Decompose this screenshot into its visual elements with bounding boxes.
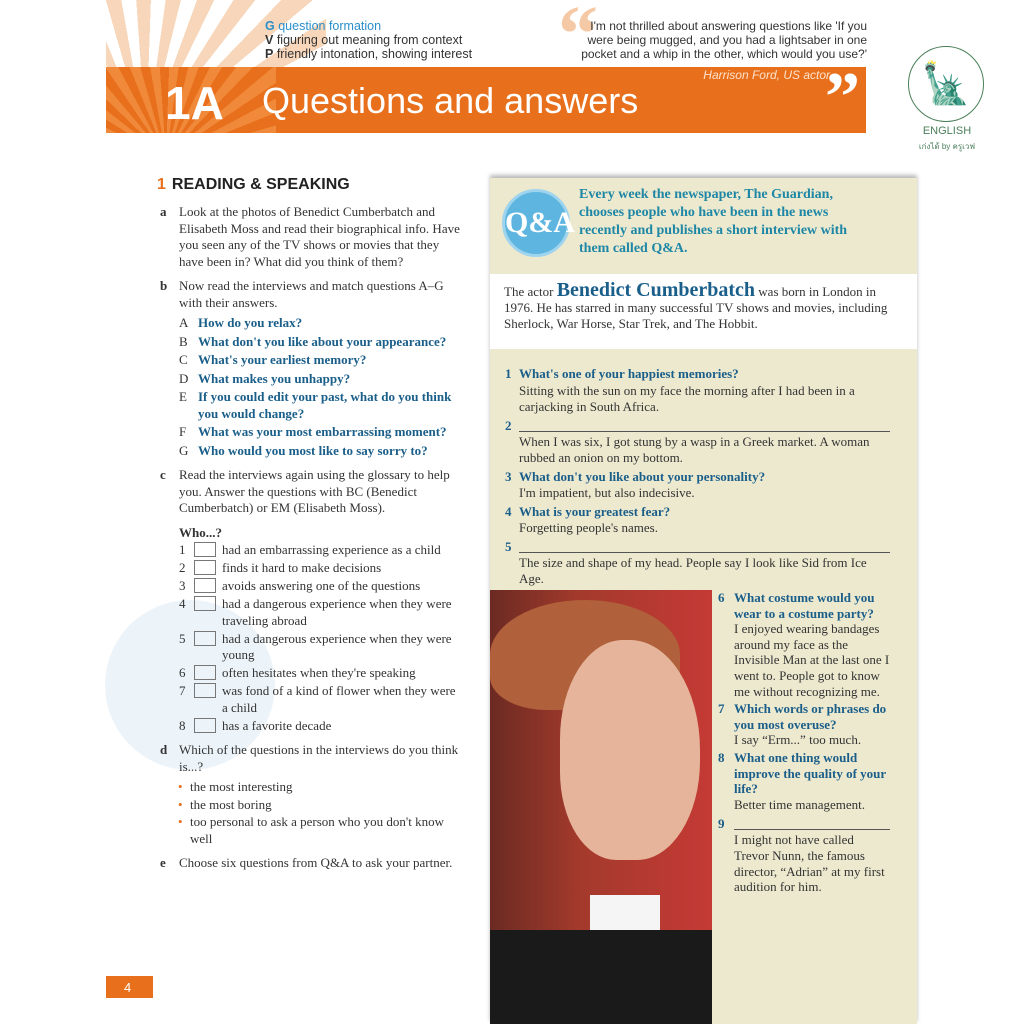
page-number: 4 xyxy=(106,976,153,998)
who-item xyxy=(160,665,460,682)
question-number: 2 xyxy=(505,417,512,433)
qa-intro: Every week the newspaper, The Guardian, chooses people who have been in the news recently and publishes a short interview with them called Q&A. xyxy=(579,187,848,256)
question-option xyxy=(179,352,460,369)
section-heading: 1 READING & SPEAKING xyxy=(157,176,350,193)
logo-subtitle: เก่งได้ by ครูเวฟ xyxy=(918,142,976,151)
item-number: 2 xyxy=(179,560,186,575)
exercise-b: b Now read the interviews and match questions A–G with their answers. A How do you relax? B What don't you like about your appearance? C What's your earliest memory? D What makes you unhappy? E If you could edit your past, what do you think you would change? F What was your most embarrassing moment? G Who would you most like to say sorry to? xyxy=(160,278,460,459)
question-text: What one thing would improve the quality of your life? xyxy=(734,749,886,797)
answer-text: When I was six, I got stung by a wasp in a Greek market. A woman rubbed an onion on my bottom. xyxy=(519,433,870,465)
actor-photo xyxy=(490,590,712,1024)
answer-box[interactable] xyxy=(194,596,216,611)
blank-question-line[interactable] xyxy=(519,418,890,432)
item-text: had a dangerous experience when they were traveling abroad xyxy=(222,596,452,628)
item-text: was fond of a kind of flower when they were a child xyxy=(222,683,456,715)
qa-item xyxy=(505,418,890,467)
qa-item xyxy=(718,816,890,894)
close-quote-icon: ” xyxy=(825,59,860,136)
item-text: has a favorite decade xyxy=(222,717,332,733)
aim-vocabulary: V figuring out meaning from context xyxy=(265,33,463,47)
question-text: What's one of your happiest memories? xyxy=(519,366,739,381)
item-text: often hesitates when they're speaking xyxy=(222,665,416,680)
who-item xyxy=(160,718,460,735)
question-text: What costume would you wear to a costume party? xyxy=(734,590,875,621)
question-number: 4 xyxy=(505,503,512,519)
answer-text: I enjoyed wearing bandages around my face as the Invisible Man at the last one I went to. People got to know me without recognizing me. xyxy=(734,621,890,699)
exercise-a: a Look at the photos of Benedict Cumberbatch and Elisabeth Moss and read their biographical info. Have you seen any of the TV shows or movies that they have been in? What did you think of them? xyxy=(160,204,460,269)
interview-side xyxy=(718,590,890,897)
question-number: 1 xyxy=(505,366,512,381)
answer-text: I say “Erm...” too much. xyxy=(734,732,862,748)
option-letter: A xyxy=(179,315,189,330)
option-letter: C xyxy=(179,352,188,367)
who-item xyxy=(160,560,460,577)
option-text: Who would you most like to say sorry to? xyxy=(198,442,428,458)
logo-text: ENGLISH xyxy=(922,125,972,137)
lesson-aims xyxy=(265,19,472,61)
page-title: Questions and answers xyxy=(262,80,639,121)
question-option xyxy=(179,315,460,332)
who-item xyxy=(160,631,460,664)
answer-box[interactable] xyxy=(194,542,216,557)
answer-text: Forgetting people's names. xyxy=(519,520,658,535)
exercise-c: c Read the interviews again using the glossary to help you. Answer the questions with BC (Benedict Cumberbatch) or EM (Elisabeth Moss). xyxy=(160,467,450,515)
who-item xyxy=(160,683,460,716)
answer-box[interactable] xyxy=(194,578,216,593)
bullet-item: • the most interesting xyxy=(160,779,460,796)
item-text: avoids answering one of the questions xyxy=(222,578,421,593)
qa-item xyxy=(505,539,890,588)
quote-text: I'm not thrilled about answering questions like 'If you were being mugged, and you had a lightsaber in one pocket and a whip in the other, which would you use?' xyxy=(581,19,867,61)
option-letter: E xyxy=(179,389,187,404)
blank-question-line[interactable] xyxy=(734,816,890,830)
item-number: 5 xyxy=(179,630,186,646)
question-text: What is your greatest fear? xyxy=(519,503,671,519)
question-option xyxy=(179,334,460,351)
answer-text: I'm impatient, but also indecisive. xyxy=(519,485,695,500)
qa-item xyxy=(718,701,890,748)
option-letter: D xyxy=(179,370,189,386)
option-text: What's your earliest memory? xyxy=(198,352,367,367)
who-item xyxy=(160,596,460,629)
qa-item xyxy=(505,366,890,416)
answer-text: The size and shape of my head. People say I look like Sid from Ice Age. xyxy=(519,554,867,586)
answer-box[interactable] xyxy=(194,683,216,698)
item-number: 8 xyxy=(179,717,186,733)
qa-item xyxy=(505,504,890,537)
question-number: 5 xyxy=(505,538,512,554)
exercise-e: e Choose six questions from Q&A to ask your partner. xyxy=(160,855,453,870)
interview-top xyxy=(505,366,890,590)
option-text: What don't you like about your appearance? xyxy=(198,333,447,349)
question-option xyxy=(179,424,460,441)
blank-question-line[interactable] xyxy=(519,539,890,553)
answer-text: Better time management. xyxy=(734,796,866,812)
answer-text: I might not have called Trevor Nunn, the famous director, “Adrian” at my first audition for him. xyxy=(734,832,885,895)
who-heading: Who...? xyxy=(179,524,222,540)
qa-logo: Q&A xyxy=(502,189,570,257)
question-text: Which words or phrases do you most overuse? xyxy=(734,701,887,732)
photo-face xyxy=(560,640,700,860)
answer-box[interactable] xyxy=(194,631,216,646)
item-text: had an embarrassing experience as a child xyxy=(222,542,441,557)
aim-pronunciation: P friendly intonation, showing interest xyxy=(265,47,473,61)
aim-grammar: G question formation xyxy=(265,19,382,33)
answer-box[interactable] xyxy=(194,560,216,575)
question-option xyxy=(179,443,460,460)
item-number: 6 xyxy=(179,665,186,680)
photo-suit xyxy=(490,930,712,1024)
option-text: How do you relax? xyxy=(198,315,303,330)
item-number: 7 xyxy=(179,683,186,698)
question-option xyxy=(179,389,460,422)
qa-item xyxy=(505,469,890,502)
option-text: What was your most embarrassing moment? xyxy=(198,424,447,439)
qa-item xyxy=(718,590,890,699)
item-number: 3 xyxy=(179,578,186,593)
option-letter: F xyxy=(179,424,187,439)
question-number: 6 xyxy=(718,590,725,605)
who-item xyxy=(160,578,460,595)
quote-attribution: Harrison Ford, US actor xyxy=(703,68,830,82)
item-text: had a dangerous experience when they were young xyxy=(222,630,452,662)
exercise-d: d Which of the questions in the interviews do you think is...? • the most interesting • the most boring • too personal to ask a person who you don't know well xyxy=(160,742,460,847)
answer-box[interactable] xyxy=(194,665,216,680)
who-item xyxy=(160,542,460,559)
question-number: 8 xyxy=(718,749,725,765)
item-text: finds it hard to make decisions xyxy=(222,560,382,575)
answer-box[interactable] xyxy=(194,718,216,733)
item-number: 4 xyxy=(179,596,186,611)
exercise-column xyxy=(157,176,460,880)
question-number: 7 xyxy=(718,701,725,717)
question-number: 9 xyxy=(718,816,725,832)
question-number: 3 xyxy=(505,468,512,484)
bullet-item: • too personal to ask a person who you don't know well xyxy=(160,814,460,847)
item-number: 1 xyxy=(179,542,186,557)
bio-name: Benedict Cumberbatch xyxy=(556,279,756,301)
unit-number: 1A xyxy=(165,77,224,129)
qa-item xyxy=(718,750,890,812)
bullet-item: • the most boring xyxy=(160,797,460,814)
question-text: What don't you like about your personality? xyxy=(519,468,766,484)
bio-box: The actor Benedict Cumberbatch was born in London in 1976. He has starred in many successful TV shows and movies, including Sherlock, War Horse, Star Trek, and The Hobbit. xyxy=(490,274,917,349)
option-letter: B xyxy=(179,333,188,349)
option-text: What makes you unhappy? xyxy=(198,370,351,386)
question-option xyxy=(179,371,460,388)
open-quote-icon: “ xyxy=(558,0,598,79)
option-letter: G xyxy=(179,442,189,458)
answer-text: Sitting with the sun on my face the morning after I had been in a carjacking in South Africa. xyxy=(519,382,855,414)
statue-of-liberty-logo: 🗽 xyxy=(908,46,984,122)
option-text: If you could edit your past, what do you think you would change? xyxy=(198,389,452,421)
